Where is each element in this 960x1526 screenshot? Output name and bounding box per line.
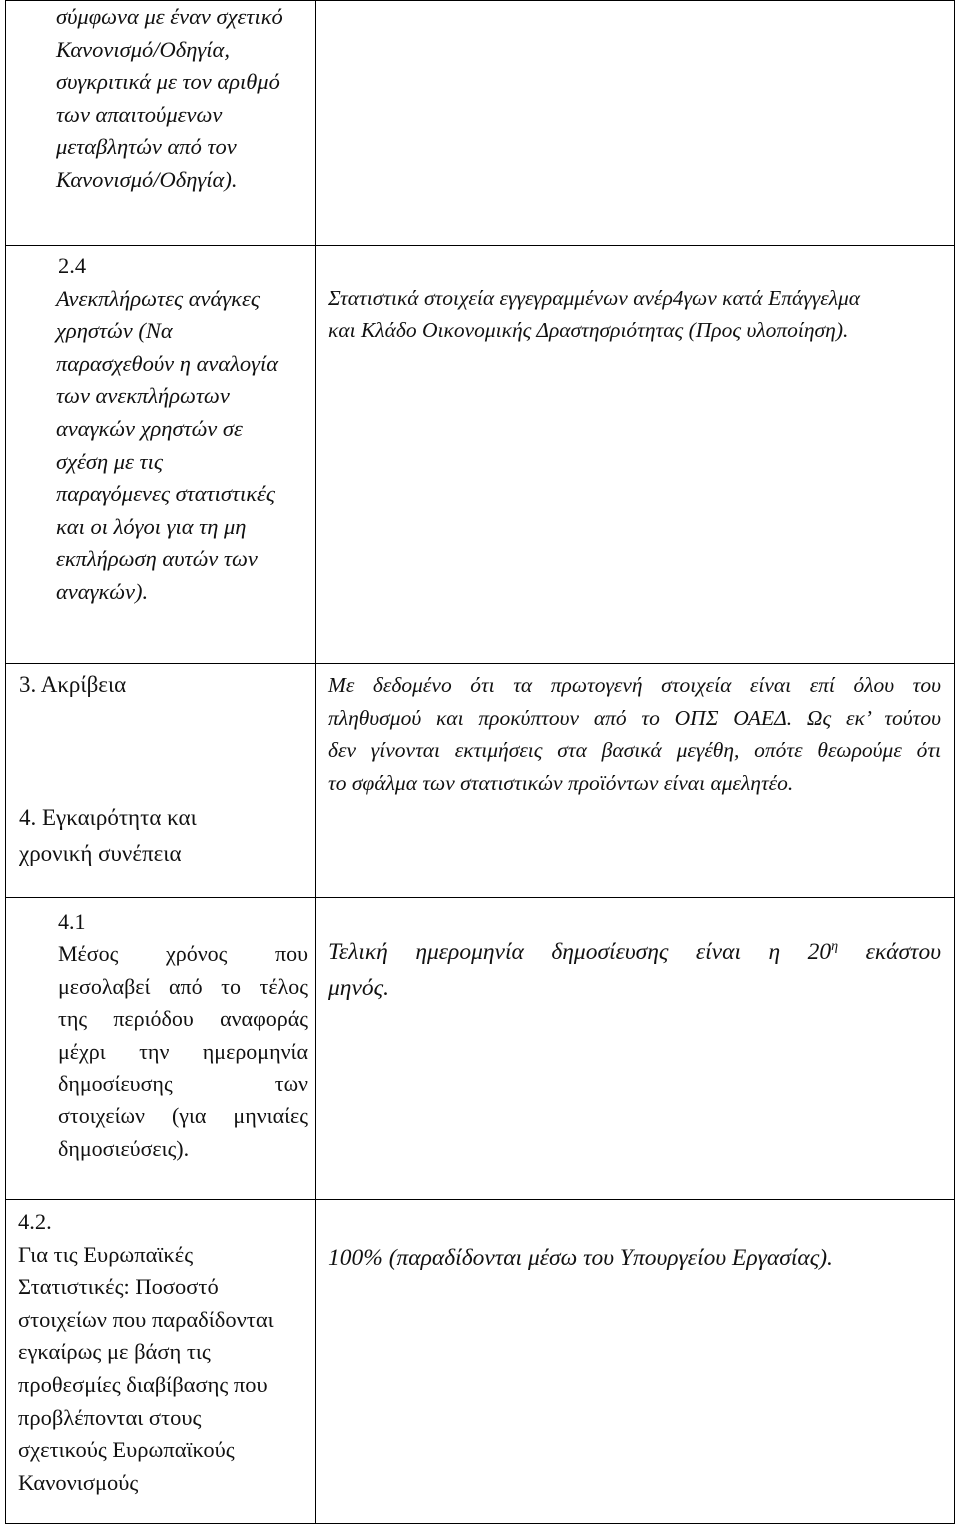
table-row: [6, 1, 955, 246]
text-line: δημοσίευσης των: [58, 1071, 308, 1097]
text-line: δεν γίνονται εκτιμήσεις στα βασικά μεγέθη, οπότε θεωρούμε ότι: [328, 738, 941, 762]
text-line: το σφάλμα των στατιστικών προϊόντων είναι αμελητέο.: [328, 770, 794, 795]
text-line: σχέση με τις: [56, 448, 163, 474]
table-row: [6, 898, 955, 1200]
left-cell: [6, 898, 316, 1200]
text-line: εγκαίρως με βάση τις: [18, 1339, 211, 1365]
right-cell: [316, 898, 955, 1200]
section-number: 4.1: [58, 909, 86, 934]
accuracy-heading: 3. Ακρίβεια: [19, 672, 127, 697]
text-line: σχετικούς Ευρωπαϊκούς: [18, 1437, 235, 1463]
text-line: Κανονισμό/Οδηγία).: [56, 166, 238, 192]
right-cell: [316, 1, 955, 246]
left-cell: [6, 664, 316, 804]
text-line: μεσολαβεί από το τέλος: [58, 973, 308, 999]
timeliness-heading: [19, 800, 197, 872]
unmet-needs-description: [56, 250, 278, 609]
text-line: μεταβλητών από τον: [56, 134, 237, 160]
table-row: [6, 1200, 955, 1524]
left-cell: [6, 1, 316, 246]
text-line: χρηστών (Να: [56, 318, 173, 344]
text-line: στοιχείων (για μηνιαίες: [58, 1103, 308, 1129]
text-line: αναγκών).: [56, 578, 149, 604]
text-line: πληθυσμού και προκύπτουν από το ΟΠΣ ΟΑΕΔ. Ως εκ’ τούτου: [328, 705, 941, 730]
right-cell: [316, 246, 955, 664]
text-line: και οι λόγοι για τη μη: [56, 513, 247, 539]
text-line: Κανονισμούς: [18, 1469, 139, 1495]
text-line: των ανεκπλήρωτων: [56, 383, 230, 409]
text-line: χρονική συνέπεια: [19, 840, 182, 866]
table-row: [6, 246, 955, 664]
compliance-description: [56, 1, 283, 197]
text-line: στοιχείων που παραδίδονται: [18, 1306, 274, 1332]
european-statistics-answer: 100% (παραδίδονται μέσω του Υπουργείου Εργασίας).: [328, 1245, 833, 1271]
text-line: παραγόμενες στατιστικές: [56, 481, 276, 507]
text-line: συγκριτικά με τον αριθμό: [56, 69, 280, 95]
text-line: των απαιτούμενων: [56, 101, 223, 127]
text-line: Ανεκπλήρωτες ανάγκες: [56, 285, 260, 311]
text-line: Στατιστικές: Ποσοστό: [18, 1274, 219, 1300]
text-line: Κανονισμό/Οδηγία,: [56, 36, 230, 62]
section-number: 4.2.: [18, 1209, 52, 1234]
text-line: προβλέπονται στους: [18, 1404, 202, 1430]
right-cell: [316, 804, 955, 898]
text-line: της περιόδου αναφοράς: [58, 1006, 308, 1032]
right-cell: [316, 664, 955, 804]
accuracy-answer: [328, 669, 941, 799]
text-line: 4. Εγκαιρότητα και: [19, 804, 197, 830]
superscript: η: [831, 939, 839, 955]
text-line: αναγκών χρηστών σε: [56, 415, 243, 441]
text-line: Με δεδομένο ότι τα πρωτογενή στοιχεία είναι επί όλου του: [328, 673, 941, 697]
text-line: προθεσμίες διαβίβασης που: [18, 1371, 268, 1397]
unmet-needs-answer: [328, 282, 860, 346]
right-cell: [316, 1200, 955, 1524]
text-line: μέχρι την ημερομηνία: [58, 1038, 308, 1064]
publication-time-answer: [328, 934, 941, 1006]
text-segment: εκάστου: [838, 939, 941, 965]
text-line: Μέσος χρόνος που: [58, 941, 308, 967]
text-line: [328, 934, 941, 970]
text-line: Στατιστικά στοιχεία εγγεγραμμένων ανέρ4γων κατά Επάγγελμα: [328, 286, 861, 310]
left-cell: [6, 804, 316, 898]
text-line: σύμφωνα με έναν σχετικό: [56, 4, 283, 29]
european-statistics-description: [18, 1206, 274, 1499]
table-row: [6, 804, 955, 898]
left-cell: [6, 246, 316, 664]
text-line: εκπλήρωση αυτών των: [56, 546, 258, 572]
text-line: δημοσιεύσεις).: [58, 1135, 190, 1161]
text-line: και Κλάδο Οικονομικής Δραστησριότητας (Προς υλοποίηση).: [328, 318, 849, 342]
metadata-table: [5, 0, 955, 1524]
text-segment: Τελική ημερομηνία δημοσίευσης είναι η 20: [328, 939, 832, 965]
publication-time-description: [58, 906, 308, 1165]
text-line: μηνός.: [328, 975, 390, 1001]
section-number: 2.4: [58, 253, 87, 278]
table-row: [6, 664, 955, 804]
text-line: Για τις Ευρωπαϊκές: [18, 1241, 194, 1267]
left-cell: [6, 1200, 316, 1524]
text-line: παρασχεθούν η αναλογία: [56, 350, 279, 376]
